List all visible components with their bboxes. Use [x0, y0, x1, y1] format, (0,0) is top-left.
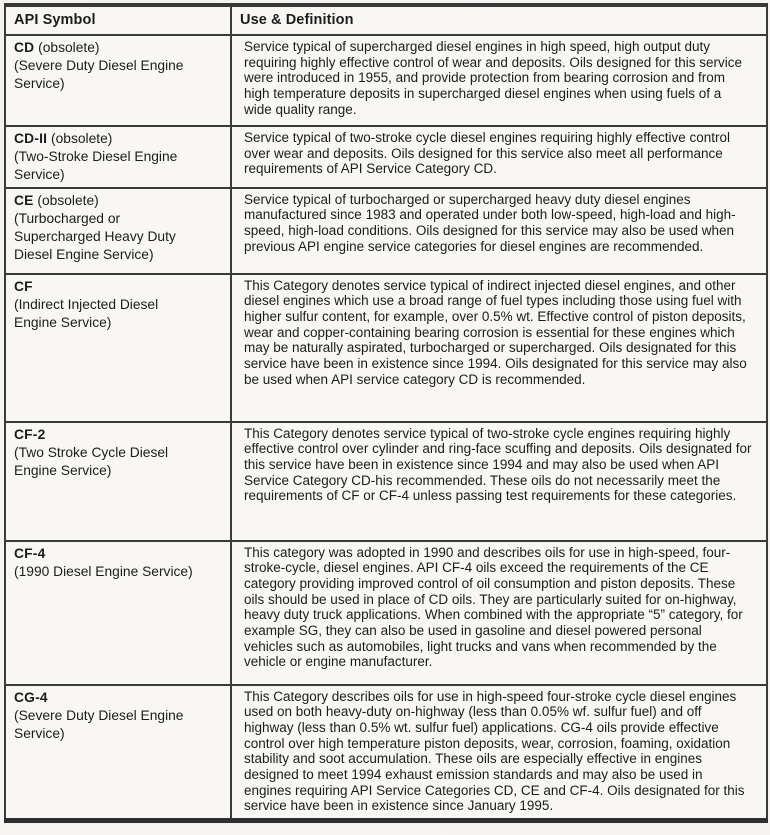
definition-text: Service typical of supercharged diesel engines in high speed, high output duty requiring highly effective control of wear and deposits. Oils designed for this service were introduced in 1955, and provide protection from bearing corrosion and from high temperature deposits in supercharged diesel engines when using fuels of a wide quality range. [244, 39, 743, 117]
definition-text: Service typical of two-stroke cycle diesel engines requiring highly effective control over wear and deposits. Oils designed for this service also meet all performance requirements of API Service Category CD. [244, 130, 730, 177]
header-use-definition: Use & Definition [231, 5, 767, 35]
api-symbol-cell [5, 422, 231, 541]
api-symbol-cell [5, 35, 231, 126]
symbol-code: CF-2 [14, 426, 46, 442]
symbol-name: (Two-Stroke Diesel Engine Service) [14, 148, 178, 182]
table-row [5, 422, 767, 541]
symbol-name: (Two Stroke Cycle Diesel Engine Service) [14, 444, 169, 478]
table-row [5, 541, 767, 685]
symbol-name: (1990 Diesel Engine Service) [14, 563, 193, 579]
definition-text: This category was adopted in 1990 and describes oils for use in high-speed, four-stroke-cycle, diesel engines. API CF-4 oils exceed the requirements of the CE category providing improved control of oil consumption and piston deposits. These oils should be used in place of CD oils. They are particularly suited for on-highway, heavy duty truck applications. When combined with the appropriate “5” category, for example SG, they can also be used in gasoline and diesel powered personal vehicles such as automobiles, light trucks and vans when recommended by the vehicle or engine manufacturer. [244, 544, 743, 670]
symbol-code: CF [14, 278, 33, 294]
definition-cell [231, 188, 767, 274]
api-symbol-cell [5, 274, 231, 422]
symbol-name: (Indirect Injected Diesel Engine Service) [14, 296, 159, 330]
definition-text: This Category denotes service typical of two-stroke cycle engines requiring highly effective control over cylinder and ring-face scuffing and deposits. Oils designated for this service have been in existence since 1994 and may also be used when API Service Category CD-his recommended. These oils do not necessarily meet the requirements of CF or CF-4 unless passing test requirements for these categories. [244, 425, 752, 504]
definition-cell [231, 35, 767, 126]
table-row [5, 274, 767, 422]
header-api-symbol: API Symbol [5, 5, 231, 35]
api-symbol-cell [5, 541, 231, 685]
api-symbol-cell [5, 126, 231, 188]
definition-cell [231, 274, 767, 422]
table-row [5, 188, 767, 274]
api-symbol-cell [5, 188, 231, 274]
definition-cell [231, 685, 767, 821]
symbol-name: (Turbocharged or Supercharged Heavy Duty Diesel Engine Service) [14, 210, 176, 262]
symbol-name: (Severe Duty Diesel Engine Service) [14, 707, 184, 741]
definition-text: This Category denotes service typical of indirect injected diesel engines, and other diesel engines which use a broad range of fuel types including those using fuel with higher sulfur content, for example, over 0.5% wt. Effective control of piston deposits, wear and copper-containing bearing corrosion is essential for these engines which may be naturally aspirated, turbocharged or supercharged. Oils designated for this service have been in existence since 1994. Oils designated for this service may also be used when API service category CD is recommended. [244, 277, 747, 387]
table-header-row [5, 5, 767, 35]
symbol-qualifier: (obsolete) [47, 131, 113, 146]
symbol-qualifier: (obsolete) [34, 40, 100, 55]
definition-text: This Category describes oils for use in high-speed four-stroke cycle diesel engines used on both heavy-duty on-highway (less than 0.05% wf. sulfur fuel) and off highway (less than 0.5% wt. sulfur fuel) applications. CG-4 oils provide effective control over high temperature piston deposits, wear, corrosion, foaming, oxidation stability and soot accumulation. These oils are especially effective in engines designed to meet 1994 exhaust emission standards and may also be used in engines requiring API Service Categories CD, CE and CF-4. Oils designated for this service have been in existence since January 1995. [244, 688, 745, 814]
definition-cell [231, 422, 767, 541]
symbol-code: CG-4 [14, 689, 48, 705]
symbol-code: CE [14, 192, 34, 208]
symbol-code: CD-II [14, 131, 48, 146]
symbol-code: CD [14, 40, 35, 55]
symbol-qualifier: (obsolete) [33, 192, 99, 208]
symbol-code: CF-4 [14, 545, 46, 561]
api-service-categories-table [4, 3, 768, 823]
table-row [5, 35, 767, 126]
definition-cell [231, 541, 767, 685]
api-symbol-cell [5, 685, 231, 821]
table-row [5, 126, 767, 188]
symbol-name: (Severe Duty Diesel Engine Service) [14, 57, 184, 91]
table-row [5, 685, 767, 821]
definition-cell [231, 126, 767, 188]
definition-text: Service typical of turbocharged or supercharged heavy duty diesel engines manufactured since 1983 and operated under both low-speed, high-load and high-speed, high-load conditions. Oils designed for this service may also be used when previous API engine service categories for diesel engines are recommended. [244, 191, 736, 254]
